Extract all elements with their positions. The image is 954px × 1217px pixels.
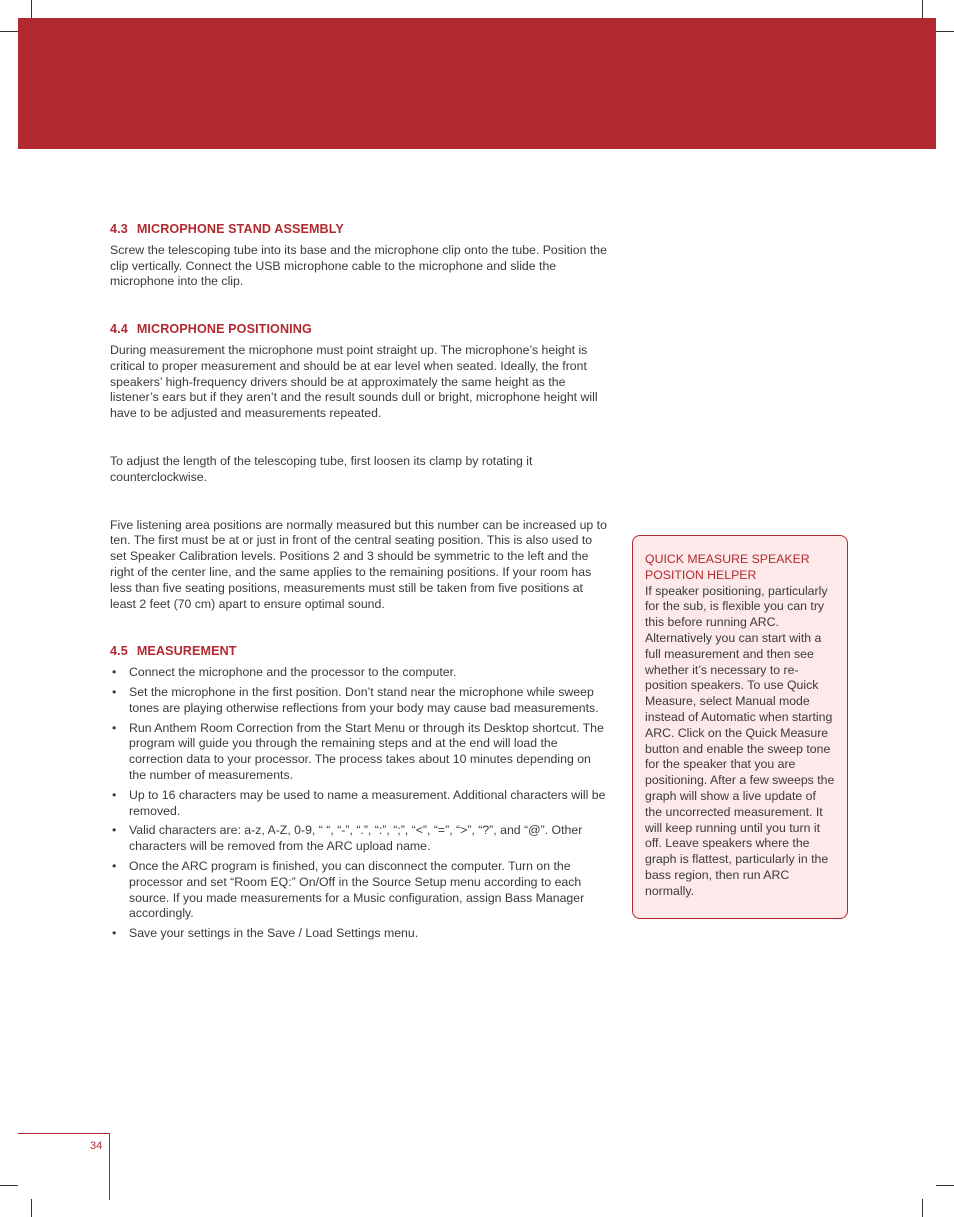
crop-mark [936, 1185, 954, 1186]
paragraph: Five listening area positions are normally measured but this number can be increased up to ten. The first must be at or just in front of the central seating position. This is also used to set Speaker Calibration levels. Positions 2 and 3 should be symmetric to the left and the right of the center line, and the same applies to the remaining positions. If your room has less than five seating positions, measurements must still be taken from five positions at least 2 feet (70 cm) apart to ensure optimal sound. [110, 517, 607, 611]
section-title: MICROPHONE POSITIONING [136, 322, 312, 337]
list-item: • Up to 16 characters may be used to name a measurement. Additional characters will be removed. [110, 788, 610, 820]
crop-mark [922, 1199, 923, 1217]
sidebar-title: QUICK MEASURE SPEAKER POSITION HELPER [645, 552, 810, 582]
measurement-steps-list [110, 665, 610, 942]
sidebar-body: If speaker positioning, particularly for the sub, is flexible you can try this before running ARC. Alternatively you can start with a full measurement and then see whether it’s necessary to re-position speakers. To use Quick Measure, select Manual mode instead of Automatic when starting ARC. Click on the Quick Measure button and enable the sweep tone for the speaker that you are positioning. After a few sweeps the graph will show a live update of the uncorrected measurement. It will keep running until you turn it off. Leave speakers where the graph is flattest, particularly in the bass region, then run ARC normally. [645, 583, 835, 898]
crop-mark [31, 0, 32, 18]
section-4-3 [110, 222, 610, 290]
footer-rule [18, 1133, 109, 1134]
paragraph: Screw the telescoping tube into its base and the microphone clip onto the tube. Position the clip vertically. Connect the USB microphone cable to the microphone and slide the microphone into the clip. [110, 242, 607, 289]
section-heading [110, 644, 610, 660]
crop-mark [31, 1199, 32, 1217]
crop-mark [936, 31, 954, 32]
section-heading [110, 322, 610, 338]
crop-mark [0, 31, 18, 32]
section-title: MEASUREMENT [136, 644, 237, 659]
paragraph: To adjust the length of the telescoping tube, first loosen its clamp by rotating it counterclockwise. [110, 453, 533, 484]
main-content [110, 222, 610, 946]
list-item: • Save your settings in the Save / Load Settings menu. [110, 926, 610, 942]
section-heading [110, 222, 610, 238]
paragraph: During measurement the microphone must point straight up. The microphone’s height is critical to proper measurement and should be at ear level when seated. Ideally, the front speakers’ high-frequency drivers should be at approximately the same height as the listener’s ears but if they aren’t and the result sounds dull or bright, microphone height will have to be adjusted and measurements repeated. [110, 342, 598, 421]
list-item: • Once the ARC program is finished, you can disconnect the computer. Turn on the processor and set “Room EQ:” On/Off in the Source Setup menu according to each source. If you made measurements for a Music configuration, assign Bass Manager accordingly. [110, 859, 610, 922]
quick-measure-sidebar [632, 535, 848, 919]
list-item: • Connect the microphone and the processor to the computer. [110, 665, 610, 681]
section-number: 4.3 [110, 222, 128, 236]
list-item: • Set the microphone in the first position. Don’t stand near the microphone while sweep tones are playing otherwise reflections from your body may cause bad measurements. [110, 685, 610, 717]
section-title: MICROPHONE STAND ASSEMBLY [136, 222, 344, 236]
page-number: 34 [90, 1140, 103, 1152]
list-item: • Run Anthem Room Correction from the Start Menu or through its Desktop shortcut. The program will guide you through the remaining steps and at the end will load the correction data to your processor. The process takes about 10 minutes depending on the number of measurements. [110, 721, 610, 784]
section-4-5 [110, 644, 610, 942]
list-item: • Valid characters are: a-z, A-Z, 0-9, “ “, “-”, “.”, “:”, “;”, “<”, “=”, “>”, “?”, and “@”. Other characters will be removed from the ARC upload name. [110, 823, 610, 855]
section-number: 4.4 [110, 322, 128, 337]
crop-mark [0, 1185, 18, 1186]
section-number: 4.5 [110, 644, 128, 659]
crop-mark [922, 0, 923, 18]
section-4-4 [110, 322, 610, 612]
footer-divider [109, 1133, 110, 1200]
header-banner [18, 18, 936, 149]
